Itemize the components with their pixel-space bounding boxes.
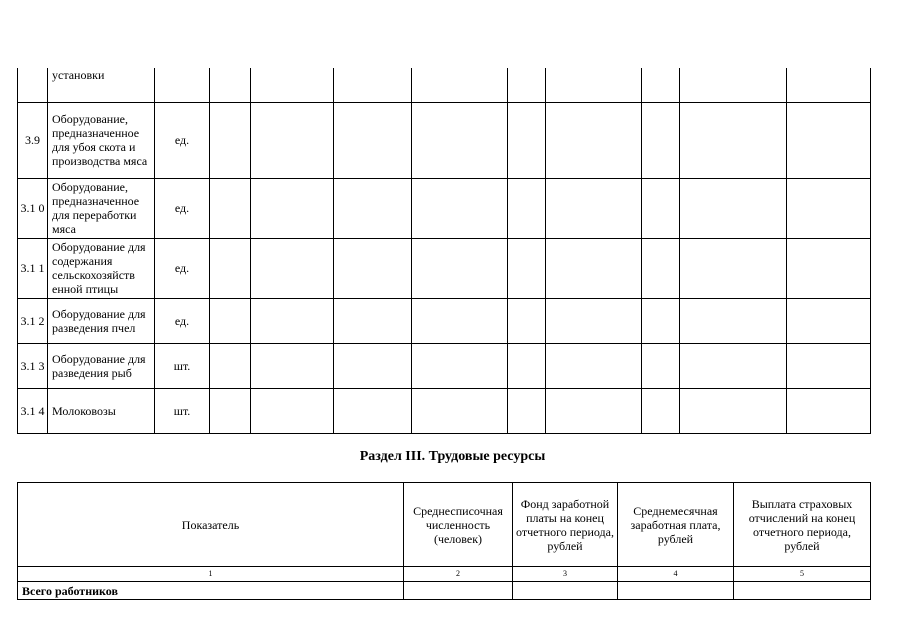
empty-cell xyxy=(787,298,871,343)
row-label-total-workers: Всего работников xyxy=(18,582,404,600)
empty-cell xyxy=(508,343,546,388)
column-header-indicator: Показатель xyxy=(18,483,404,567)
empty-cell xyxy=(334,388,412,433)
equipment-table xyxy=(17,68,871,434)
empty-cell xyxy=(546,238,642,298)
row-unit: шт. xyxy=(155,388,210,433)
empty-cell xyxy=(618,582,734,600)
section-title: Раздел III. Трудовые ресурсы xyxy=(359,449,546,464)
empty-cell xyxy=(412,298,508,343)
empty-cell xyxy=(251,298,334,343)
labor-resources-table xyxy=(17,482,871,600)
empty-cell xyxy=(210,298,251,343)
empty-cell xyxy=(251,178,334,238)
column-number: 5 xyxy=(734,567,871,582)
empty-cell xyxy=(251,238,334,298)
empty-cell xyxy=(334,178,412,238)
empty-cell xyxy=(546,178,642,238)
empty-cell xyxy=(404,582,513,600)
empty-cell xyxy=(508,68,546,102)
table-row xyxy=(18,388,871,433)
empty-cell xyxy=(210,343,251,388)
row-unit: шт. xyxy=(155,343,210,388)
empty-cell xyxy=(412,238,508,298)
row-number xyxy=(18,68,48,102)
empty-cell xyxy=(508,298,546,343)
empty-cell xyxy=(680,68,787,102)
empty-cell xyxy=(210,68,251,102)
empty-cell xyxy=(412,178,508,238)
column-number-row xyxy=(18,567,871,582)
table-row xyxy=(18,238,871,298)
column-number: 1 xyxy=(18,567,404,582)
empty-cell xyxy=(513,582,618,600)
empty-cell xyxy=(546,68,642,102)
row-name: Оборудование для разведения пчел xyxy=(48,298,155,343)
column-header-headcount: Среднесписочная численность (человек) xyxy=(404,483,513,567)
row-name: Оборудование, предназначенное для убоя скота и производства мяса xyxy=(48,102,155,178)
row-number: 3.9 xyxy=(18,102,48,178)
empty-cell xyxy=(680,102,787,178)
empty-cell xyxy=(508,178,546,238)
empty-cell xyxy=(546,102,642,178)
empty-cell xyxy=(508,238,546,298)
column-number: 4 xyxy=(618,567,734,582)
empty-cell xyxy=(787,102,871,178)
empty-cell xyxy=(334,102,412,178)
empty-cell xyxy=(251,102,334,178)
row-number: 3.1 1 xyxy=(18,238,48,298)
row-name: Молоковозы xyxy=(48,388,155,433)
empty-cell xyxy=(412,68,508,102)
empty-cell xyxy=(787,178,871,238)
empty-cell xyxy=(787,68,871,102)
empty-cell xyxy=(787,343,871,388)
empty-cell xyxy=(642,238,680,298)
row-name: Оборудование, предназначенное для переработки мяса xyxy=(48,178,155,238)
table-row xyxy=(18,343,871,388)
empty-cell xyxy=(734,582,871,600)
empty-cell xyxy=(412,102,508,178)
empty-cell xyxy=(210,178,251,238)
row-number: 3.1 4 xyxy=(18,388,48,433)
table-row xyxy=(18,178,871,238)
row-number: 3.1 2 xyxy=(18,298,48,343)
column-header-wage-fund: Фонд заработной платы на конец отчетного периода, рублей xyxy=(513,483,618,567)
row-number: 3.1 0 xyxy=(18,178,48,238)
empty-cell xyxy=(334,298,412,343)
column-header-avg-salary: Среднемесячная заработная плата, рублей xyxy=(618,483,734,567)
table-row xyxy=(18,68,871,102)
empty-cell xyxy=(642,388,680,433)
empty-cell xyxy=(546,343,642,388)
table-row xyxy=(18,582,871,600)
empty-cell xyxy=(508,388,546,433)
empty-cell xyxy=(210,238,251,298)
column-number: 3 xyxy=(513,567,618,582)
empty-cell xyxy=(680,238,787,298)
empty-cell xyxy=(210,388,251,433)
empty-cell xyxy=(680,298,787,343)
row-number: 3.1 3 xyxy=(18,343,48,388)
table-row xyxy=(18,298,871,343)
empty-cell xyxy=(546,388,642,433)
row-unit xyxy=(155,68,210,102)
empty-cell xyxy=(642,298,680,343)
empty-cell xyxy=(680,343,787,388)
row-name: установки xyxy=(48,68,155,102)
empty-cell xyxy=(251,388,334,433)
row-name: Оборудование для разведения рыб xyxy=(48,343,155,388)
empty-cell xyxy=(680,388,787,433)
empty-cell xyxy=(642,102,680,178)
empty-cell xyxy=(642,178,680,238)
row-unit: ед. xyxy=(155,298,210,343)
row-name: Оборудование для содержания сельскохозяйств енной птицы xyxy=(48,238,155,298)
empty-cell xyxy=(334,238,412,298)
column-header-insurance: Выплата страховых отчислений на конец отчетного периода, рублей xyxy=(734,483,871,567)
row-unit: ед. xyxy=(155,238,210,298)
empty-cell xyxy=(546,298,642,343)
empty-cell xyxy=(787,388,871,433)
empty-cell xyxy=(334,343,412,388)
empty-cell xyxy=(680,178,787,238)
header-row xyxy=(18,483,871,567)
empty-cell xyxy=(251,68,334,102)
empty-cell xyxy=(642,343,680,388)
empty-cell xyxy=(210,102,251,178)
empty-cell xyxy=(412,388,508,433)
empty-cell xyxy=(412,343,508,388)
column-number: 2 xyxy=(404,567,513,582)
empty-cell xyxy=(642,68,680,102)
row-unit: ед. xyxy=(155,178,210,238)
empty-cell xyxy=(508,102,546,178)
table-row xyxy=(18,102,871,178)
row-unit: ед. xyxy=(155,102,210,178)
empty-cell xyxy=(334,68,412,102)
empty-cell xyxy=(251,343,334,388)
empty-cell xyxy=(787,238,871,298)
